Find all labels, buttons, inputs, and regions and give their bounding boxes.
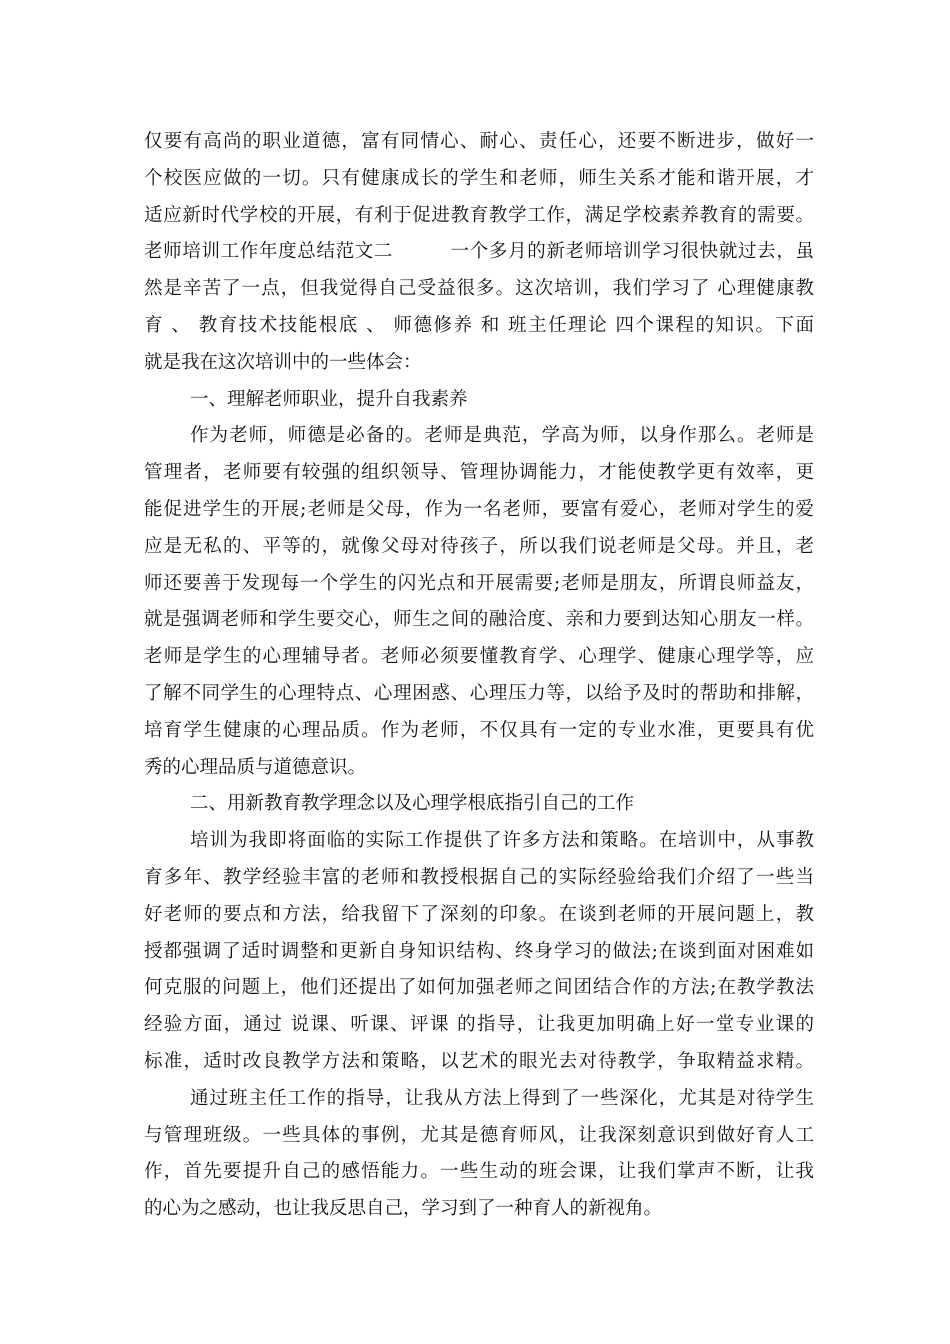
text-line: 何克服的问题上，他们还提出了如何加强老师之间团结合作的方法;在教学教法	[144, 977, 814, 999]
text-line: 培育学生健康的心理品质。作为老师，不仅具有一定的专业水准，更要具有优	[144, 719, 814, 741]
document-body	[144, 124, 814, 1228]
text-line: 培训为我即将面临的实际工作提供了许多方法和策略。在培训中，从事教	[190, 830, 814, 852]
text-line: 通过班主任工作的指导，让我从方法上得到了一些深化，尤其是对待学生	[190, 1087, 814, 1109]
text-line: 秀的心理品质与道德意识。	[144, 756, 367, 778]
text-line: 的心为之感动，也让我反思自己，学习到了一种育人的新视角。	[144, 1198, 663, 1220]
text-line: 能促进学生的开展;老师是父母，作为一名老师，要富有爱心，老师对学生的爱	[144, 498, 814, 520]
text-line: 了解不同学生的心理特点、心理困惑、心理压力等，以给予及时的帮助和排解，	[144, 682, 814, 704]
text-line: 老师是学生的心理辅导者。老师必须要懂教育学、心理学、健康心理学等，应	[144, 646, 814, 668]
text-line: 标准，适时改良教学方法和策略，以艺术的眼光去对待教学，争取精益求精。	[144, 1050, 814, 1072]
text-line: 育 、 教育技术技能根底 、 师德修养 和 班主任理论 四个课程的知识。下面	[144, 314, 814, 336]
text-line: 好老师的要点和方法，给我留下了深刻的印象。在谈到老师的开展问题上，教	[144, 903, 814, 925]
text-line: 一、理解老师职业，提升自我素养	[190, 388, 468, 410]
text-line: 作，首先要提升自己的感悟能力。一些生动的班会课，让我们掌声不断，让我	[144, 1161, 814, 1183]
text-line: 适应新时代学校的开展，有利于促进教育教学工作，满足学校素养教育的需要。	[144, 204, 814, 226]
text-line: 就是强调老师和学生要交心，师生之间的融洽度、亲和力要到达知心朋友一样。	[144, 609, 814, 631]
text-line: 作为老师，师德是必备的。老师是典范，学高为师，以身作那么。老师是	[190, 425, 814, 447]
text-line: 应是无私的、平等的，就像父母对待孩子，所以我们说老师是父母。并且，老	[144, 535, 814, 557]
text-line: 然是辛苦了一点，但我觉得自己受益很多。这次培训，我们学习了 心理健康教	[144, 278, 814, 300]
text-line: 育多年、教学经验丰富的老师和教授根据自己的实际经验给我们介绍了一些当	[144, 866, 814, 888]
text-line: 就是我在这次培训中的一些体会：	[144, 351, 422, 373]
text-line: 个校医应做的一切。只有健康成长的学生和老师，师生关系才能和谐开展，才	[144, 167, 814, 189]
text-line: 师还要善于发现每一个学生的闪光点和开展需要;老师是朋友，所谓良师益友，	[144, 572, 814, 594]
text-line: 授都强调了适时调整和更新自身知识结构、终身学习的做法;在谈到面对困难如	[144, 940, 814, 962]
text-line: 与管理班级。一些具体的事例，尤其是德育师风，让我深刻意识到做好育人工	[144, 1124, 814, 1146]
text-line: 老师培训工作年度总结范文二 一个多月的新老师培训学习很快就过去，虽	[144, 241, 814, 263]
text-line: 管理者，老师要有较强的组织领导、管理协调能力，才能使教学更有效率，更	[144, 462, 814, 484]
text-line: 经验方面，通过 说课、听课、评课 的指导，让我更加明确上好一堂专业课的	[144, 1014, 814, 1036]
text-line: 仅要有高尚的职业道德，富有同情心、耐心、责任心，还要不断进步，做好一	[144, 131, 814, 152]
text-line: 二、用新教育教学理念以及心理学根底指引自己的工作	[190, 793, 635, 815]
